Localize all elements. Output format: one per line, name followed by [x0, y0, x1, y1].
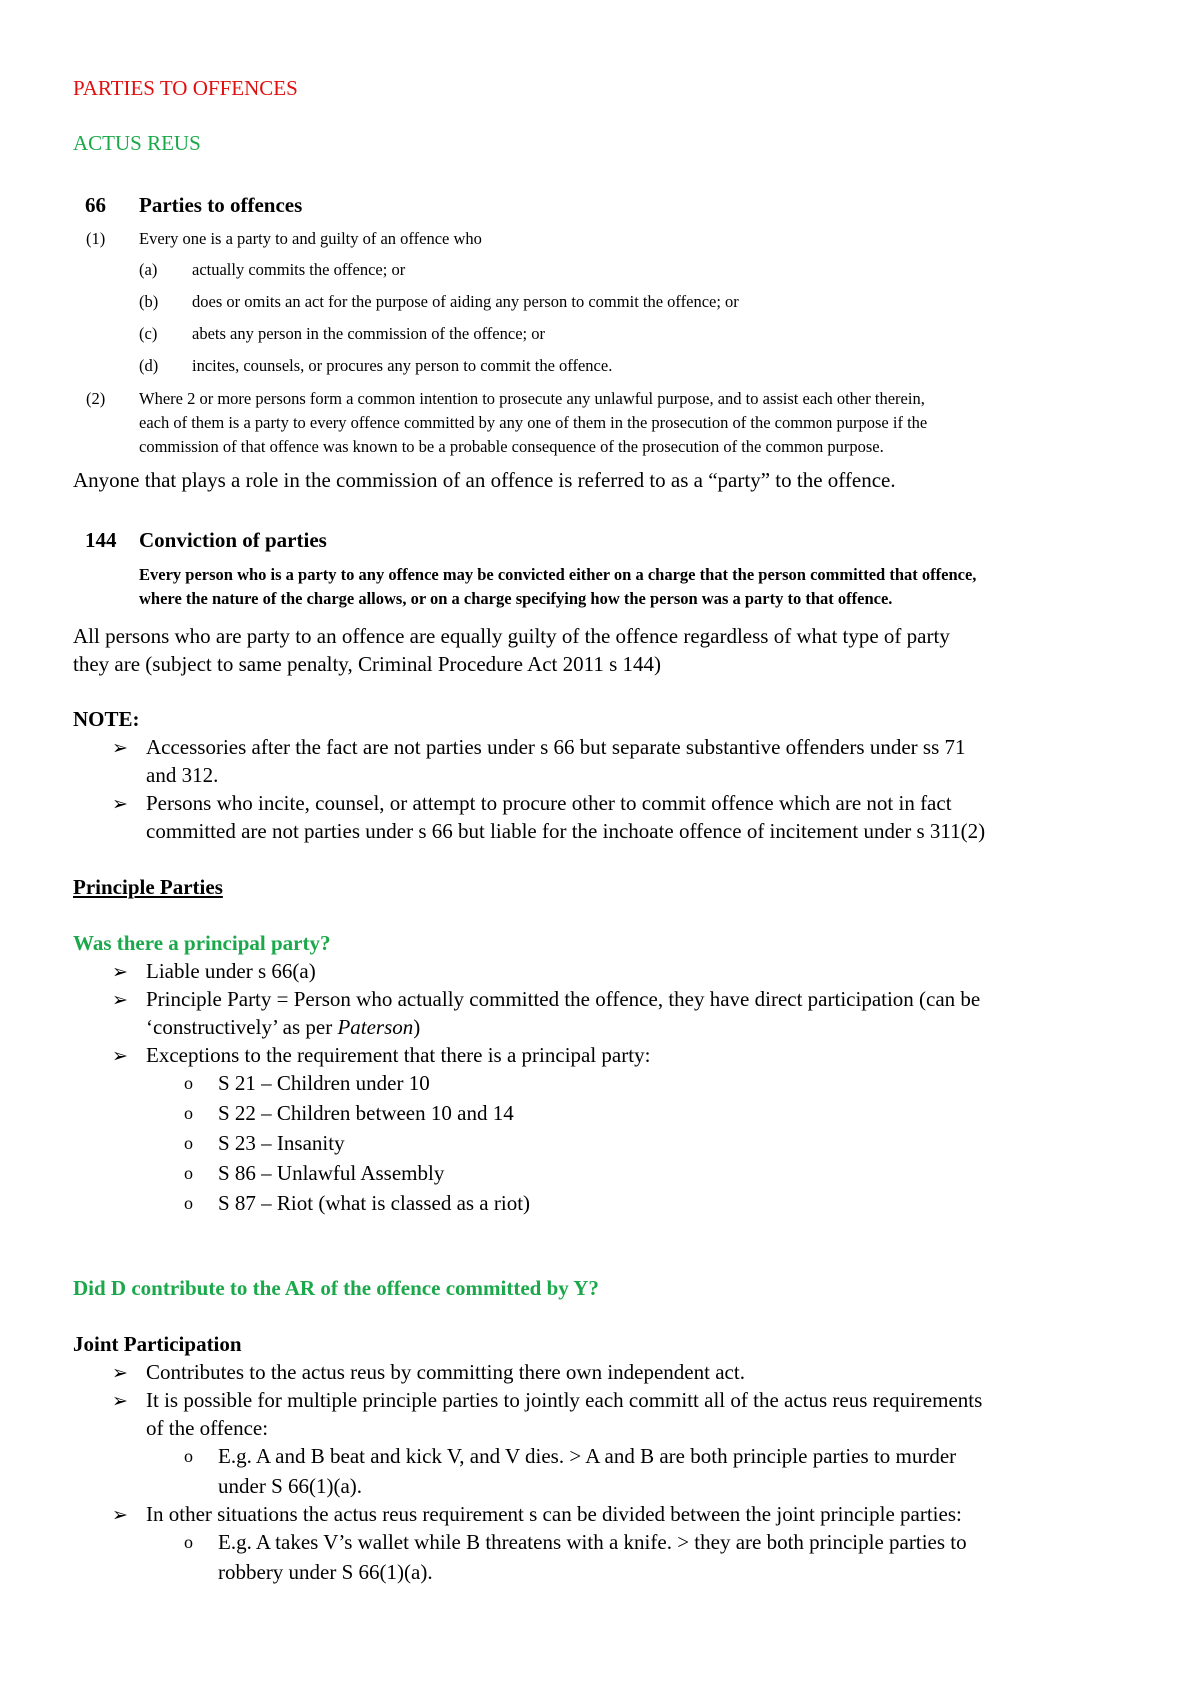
arrow-bullet-icon: ➢ [112, 1391, 128, 1412]
page-title: PARTIES TO OFFENCES [73, 76, 298, 100]
item-b-label: (b) [139, 292, 159, 311]
section-144-number: 144 [85, 528, 117, 552]
subsection-1-label: (1) [86, 229, 106, 248]
note-bullet-line: committed are not parties under s 66 but liable for the inchoate offence of incitement under s 311(2) [146, 819, 986, 843]
principal-bullet: Exceptions to the requirement that there is a principal party: [146, 1043, 651, 1067]
joint-bullet-continuation: of the offence: [146, 1416, 269, 1440]
arrow-bullet-icon: ➢ [112, 794, 128, 815]
joint-bullet: Contributes to the actus reus by committing there own independent act. [146, 1360, 745, 1384]
note-bullet-line: and 312. [146, 763, 219, 787]
note-bullet-line: Accessories after the fact are not parties under s 66 but separate substantive offenders under ss 71 [146, 735, 966, 759]
principal-bullet-continuation [146, 1015, 420, 1040]
principal-party-question: Was there a principal party? [73, 931, 331, 955]
exception-item: S 87 – Riot (what is classed as a riot) [218, 1191, 531, 1215]
section-144-title: Conviction of parties [139, 528, 327, 552]
principal-bullet-text: ‘constructively’ as per [146, 1015, 338, 1039]
subsection-1-text: Every one is a party to and guilty of an offence who [139, 229, 482, 248]
circle-bullet-icon: o [184, 1532, 193, 1552]
subsection-2-label: (2) [86, 389, 106, 408]
section-heading-actus-reus: ACTUS REUS [73, 131, 201, 155]
circle-bullet-icon: o [184, 1193, 193, 1213]
equal-guilt-line: All persons who are party to an offence are equally guilty of the offence regardless of what type of party [73, 624, 950, 648]
exception-item: S 22 – Children between 10 and 14 [218, 1101, 514, 1125]
party-definition-text: Anyone that plays a role in the commission of an offence is referred to as a “party” to the offence. [73, 468, 896, 492]
subsection-2-line: Where 2 or more persons form a common intention to prosecute any unlawful purpose, and to assist each other therein, [139, 389, 925, 408]
principle-parties-heading: Principle Parties [73, 875, 223, 899]
exception-item: S 21 – Children under 10 [218, 1071, 430, 1095]
item-d-label: (d) [139, 356, 159, 375]
circle-bullet-icon: o [184, 1103, 193, 1123]
item-a-label: (a) [139, 260, 158, 279]
example-item-continuation: robbery under S 66(1)(a). [218, 1560, 433, 1584]
joint-bullet: It is possible for multiple principle parties to jointly each committ all of the actus reus requirements [146, 1388, 983, 1412]
item-c-text: abets any person in the commission of the offence; or [192, 324, 545, 343]
item-d-text: incites, counsels, or procures any person to commit the offence. [192, 356, 613, 375]
section-144-line: Every person who is a party to any offence may be convicted either on a charge that the person committed that offence, [139, 565, 977, 584]
item-a-text: actually commits the offence; or [192, 260, 406, 279]
arrow-bullet-icon: ➢ [112, 1505, 128, 1526]
example-item: E.g. A takes V’s wallet while B threatens with a knife. > they are both principle parties to [218, 1530, 967, 1554]
subsection-2-line: each of them is a party to every offence committed by any one of them in the prosecution of the common purpose if the [139, 413, 928, 432]
equal-guilt-line: they are (subject to same penalty, Criminal Procedure Act 2011 s 144) [73, 652, 662, 676]
case-name-paterson: Paterson [337, 1015, 414, 1039]
circle-bullet-icon: o [184, 1073, 193, 1093]
joint-participation-heading: Joint Participation [73, 1332, 242, 1356]
arrow-bullet-icon: ➢ [112, 738, 128, 759]
section-66-number: 66 [85, 193, 106, 217]
arrow-bullet-icon: ➢ [112, 1046, 128, 1067]
arrow-bullet-icon: ➢ [112, 990, 128, 1011]
exception-item: S 23 – Insanity [218, 1131, 345, 1155]
principal-bullet: Liable under s 66(a) [146, 959, 316, 983]
joint-bullet: In other situations the actus reus requirement s can be divided between the joint principle parties: [146, 1502, 962, 1526]
note-label: NOTE: [73, 707, 140, 731]
item-b-text: does or omits an act for the purpose of aiding any person to commit the offence; or [192, 292, 739, 311]
circle-bullet-icon: o [184, 1133, 193, 1153]
item-c-label: (c) [139, 324, 158, 343]
circle-bullet-icon: o [184, 1163, 193, 1183]
subsection-2-line: commission of that offence was known to be a probable consequence of the prosecution of the common purpose. [139, 437, 884, 456]
section-66-title: Parties to offences [139, 193, 303, 217]
contribution-question: Did D contribute to the AR of the offence committed by Y? [73, 1276, 599, 1300]
note-bullet-line: Persons who incite, counsel, or attempt to procure other to commit offence which are not in fact [146, 791, 952, 815]
section-144-line: where the nature of the charge allows, or on a charge specifying how the person was a party to that offence. [139, 589, 893, 608]
circle-bullet-icon: o [184, 1446, 193, 1466]
principal-bullet: Principle Party = Person who actually committed the offence, they have direct participation (can be [146, 987, 981, 1011]
arrow-bullet-icon: ➢ [112, 1363, 128, 1384]
example-item: E.g. A and B beat and kick V, and V dies. > A and B are both principle parties to murder [218, 1444, 957, 1468]
exception-item: S 86 – Unlawful Assembly [218, 1161, 445, 1185]
principal-bullet-text: ) [413, 1015, 421, 1039]
example-item-continuation: under S 66(1)(a). [218, 1474, 363, 1498]
arrow-bullet-icon: ➢ [112, 962, 128, 983]
